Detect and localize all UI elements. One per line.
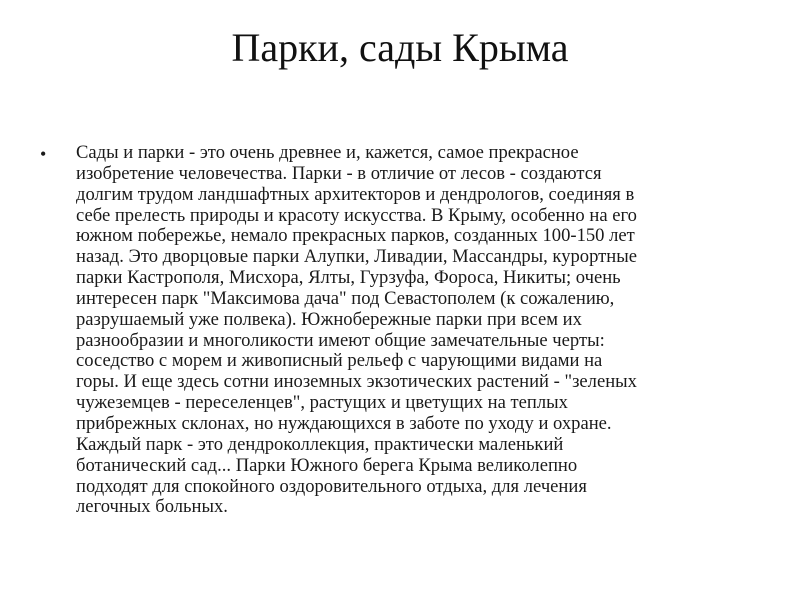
slide-title: Парки, сады Крыма (231, 25, 569, 70)
text-line: назад. Это дворцовые парки Алупки, Ливадии, Массандры, курортные (76, 246, 637, 268)
text-line: себе прелесть природы и красоту искусства. В Крыму, особенно на его (76, 204, 637, 226)
text-line: Каждый парк - это дендроколлекция, практически маленький (76, 433, 564, 455)
text-line: соседство с морем и живописный рельеф с чарующими видами на (76, 350, 603, 372)
text-line: разнообразии и многоликости имеют общие замечательные черты: (76, 329, 605, 351)
text-line: горы. И еще здесь сотни иноземных экзотических растений - "зеленых (76, 371, 637, 393)
text-line: парки Кастрополя, Мисхора, Ялты, Гурзуфа, Фороса, Никиты; очень (76, 267, 621, 289)
text-line: изобретение человечества. Парки - в отличие от лесов - создаются (76, 162, 602, 184)
slide-content (40, 143, 755, 518)
bullet-item (40, 143, 755, 518)
bullet-marker: • (40, 144, 47, 164)
text-line: южном побережье, немало прекрасных парков, созданных 100-150 лет (76, 225, 635, 247)
bullet-text (76, 143, 755, 518)
text-line: разрушаемый уже полвека). Южнобережные парки при всем их (76, 308, 582, 330)
text-line: интересен парк "Максимова дача" под Севастополем (к сожалению, (76, 287, 615, 309)
text-line: Сады и парки - это очень древнее и, кажется, самое прекрасное (76, 142, 579, 163)
text-line: прибрежных склонах, но нуждающихся в заботе по уходу и охране. (76, 412, 612, 434)
text-line: легочных больных. (76, 496, 228, 518)
text-line: долгим трудом ландшафтных архитекторов и дендрологов, соединяя в (76, 183, 635, 205)
text-line: ботанический сад... Парки Южного берега Крыма великолепно (76, 454, 578, 476)
text-line: подходят для спокойного оздоровительного отдыха, для лечения (76, 475, 587, 497)
text-line: чужеземцев - переселенцев", растущих и цветущих на теплых (76, 392, 568, 414)
